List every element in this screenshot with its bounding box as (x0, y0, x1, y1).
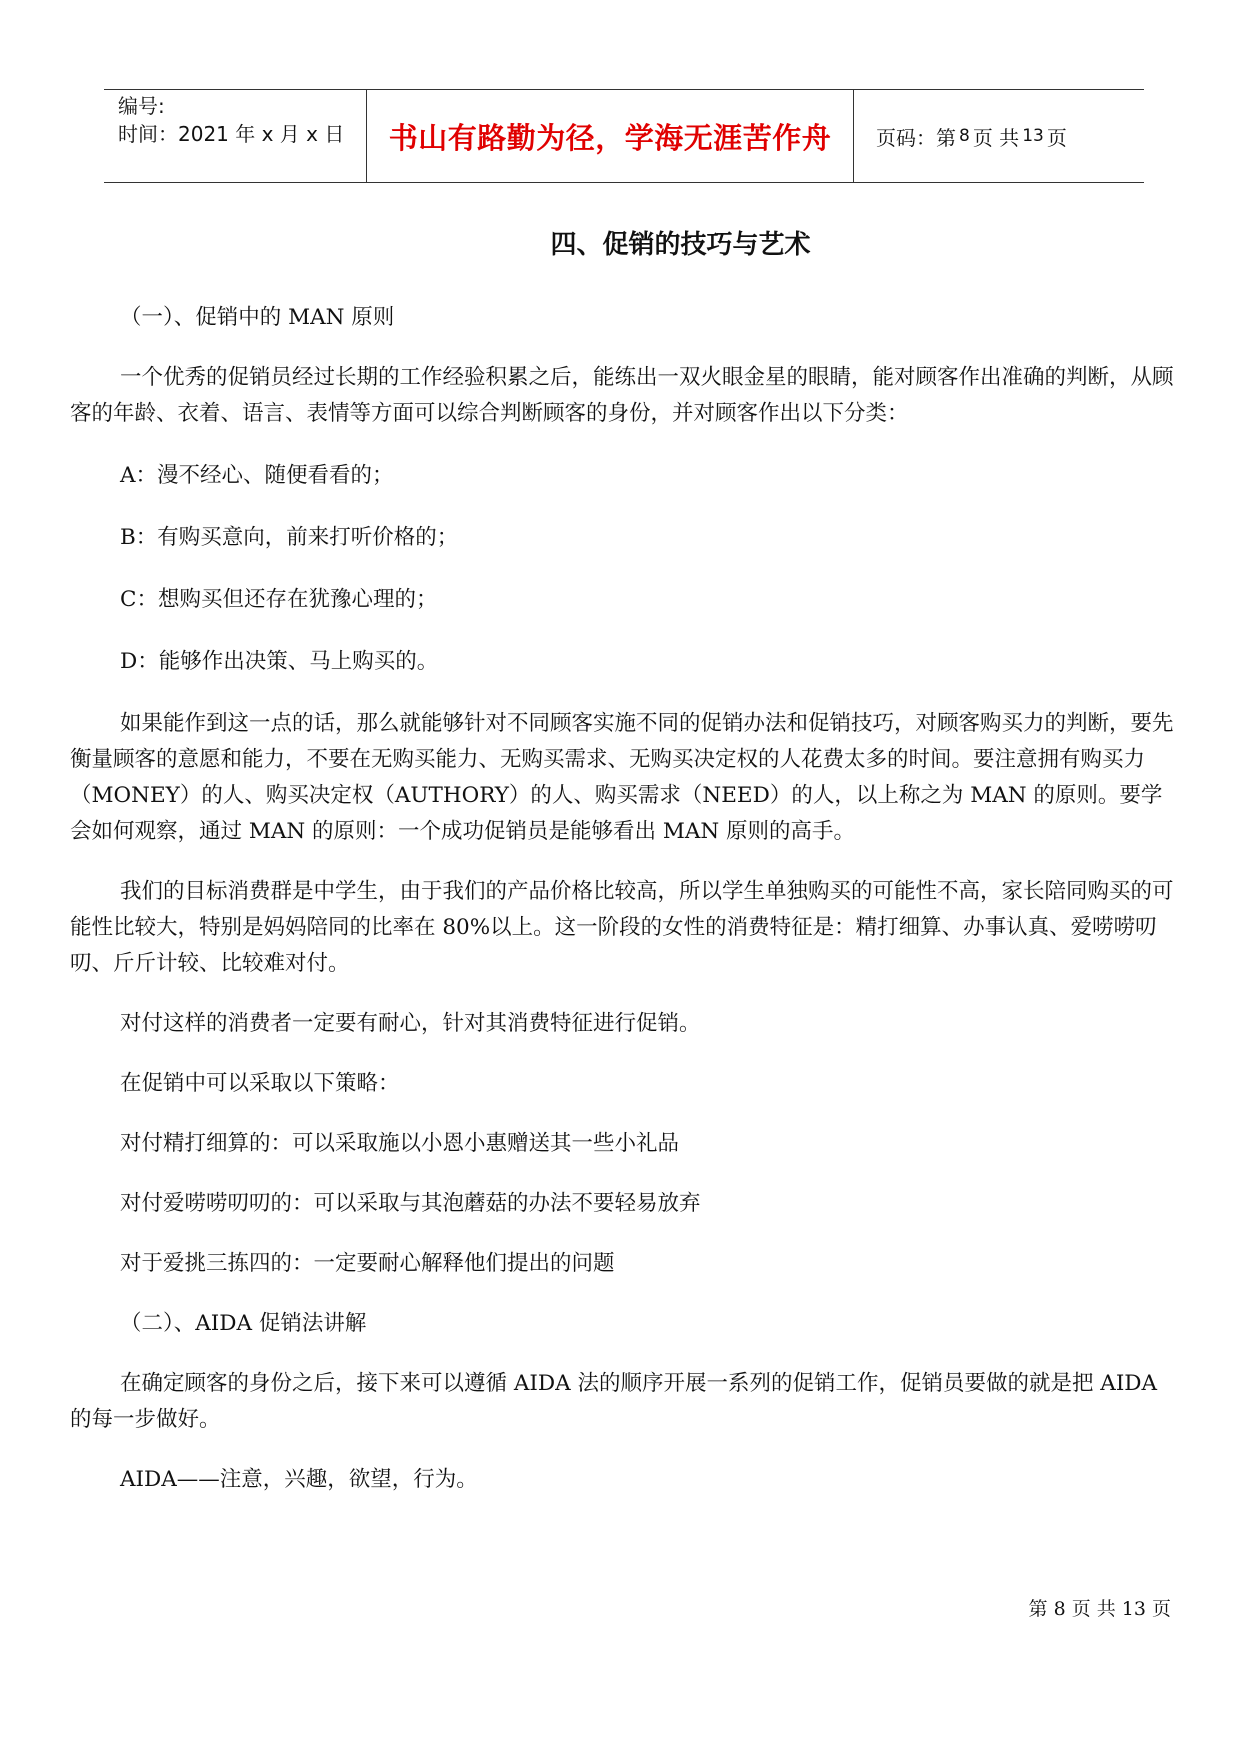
document-number-label: 编号: (118, 94, 165, 118)
subheading-aida: （二）、AIDA 促销法讲解 (120, 1311, 367, 1336)
paragraph: 在确定顾客的身份之后，接下来可以遵循 AIDA 法的顺序开展一系列的促销工作，促销员要做的就是把 AIDA 的每一步做好。 (70, 1371, 1158, 1432)
strategy-item: 对于爱挑三拣四的：一定要耐心解释他们提出的问题 (120, 1251, 615, 1276)
page-mid: 页 共 (972, 125, 1020, 150)
list-item: D：能够作出决策、马上购买的。 (120, 649, 439, 674)
list-item: C：想购买但还存在犹豫心理的； (120, 587, 438, 612)
paragraph: 在促销中可以采取以下策略： (120, 1071, 400, 1096)
paragraph: 对付这样的消费者一定要有耐心，针对其消费特征进行促销。 (120, 1011, 701, 1036)
header-left-cell (118, 90, 368, 182)
document-body (70, 300, 1175, 1498)
paragraph: 我们的目标消费群是中学生，由于我们的产品价格比较高，所以学生单独购买的可能性不高，家长陪同购买的可能性比较大，特别是妈妈陪同的比率在 80%以上。这一阶段的女性的消费特征是：精打细算、办事认真、爱唠唠叨叨、斤斤计较、比较难对付。 (70, 879, 1174, 976)
list-item: A：漫不经心、随便看看的； (120, 463, 394, 488)
page-current: 8 (959, 126, 970, 146)
page-prefix: 页码：第 (876, 125, 956, 150)
page-total: 13 (1022, 126, 1044, 146)
header-page-cell (864, 90, 1144, 182)
page-suffix: 页 (1046, 125, 1067, 150)
strategy-item: 对付精打细算的：可以采取施以小恩小惠赠送其一些小礼品 (120, 1131, 680, 1156)
paragraph: 如果能作到这一点的话，那么就能够针对不同顾客实施不同的促销办法和促销技巧，对顾客购买力的判断，要先衡量顾客的意愿和能力，不要在无购买能力、无购买需求、无购买决定权的人花费太多的时间。要注意拥有购买力（MONEY）的人、购买决定权（AUTHORY）的人、购买需求（NEED）的人，以上称之为 MAN 的原则。要学会如何观察，通过 MAN 的原则：一个成功促销员是能够看出 MAN 原则的高手。 (70, 711, 1174, 844)
header-motto-cell (366, 90, 854, 182)
paragraph: AIDA——注意，兴趣，欲望，行为。 (120, 1467, 478, 1492)
strategy-item: 对付爱唠唠叨叨的：可以采取与其泡蘑菇的办法不要轻易放弃 (120, 1191, 701, 1216)
header-motto: 书山有路勤为径，学海无涯苦作舟 (388, 120, 832, 155)
paragraph: 一个优秀的促销员经过长期的工作经验积累之后，能练出一双火眼金星的眼睛，能对顾客作出准确的判断，从顾客的年龄、衣着、语言、表情等方面可以综合判断顾客的身份，并对顾客作出以下分类： (70, 365, 1174, 426)
page-header (104, 89, 1144, 183)
section-title: 四、促销的技巧与艺术 (550, 230, 811, 260)
document-time: 时间：2021 年 x 月 x 日 (118, 122, 345, 146)
page-footer: 第 8 页 共 13 页 (1028, 1598, 1171, 1620)
subheading-man: （一）、促销中的 MAN 原则 (120, 305, 395, 330)
list-item: B：有购买意向，前来打听价格的； (120, 525, 459, 550)
